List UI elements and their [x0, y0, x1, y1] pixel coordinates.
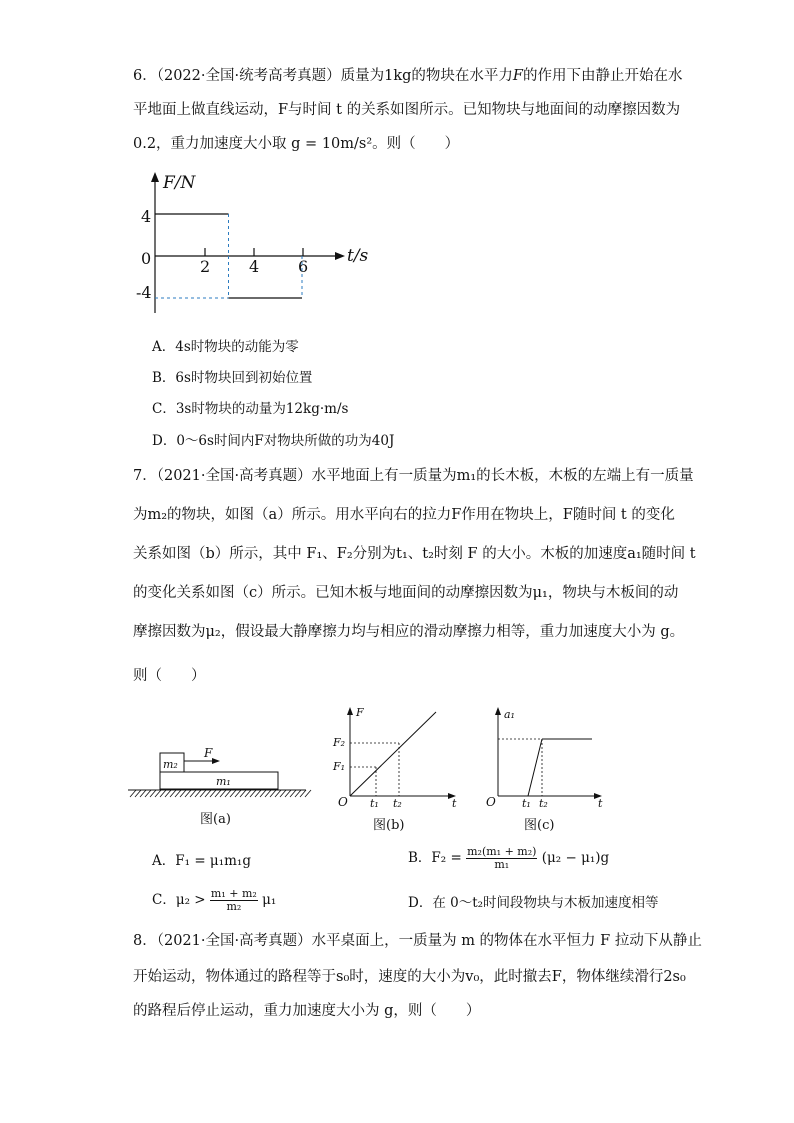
q7-caption-a: 图(a)	[200, 812, 231, 827]
q6-x-axis-arrow	[335, 252, 345, 260]
hatch-mark	[305, 790, 311, 797]
q6-x-label: t/s	[347, 246, 369, 266]
q7-b-t2: t₂	[393, 797, 402, 810]
hatch-mark	[245, 790, 251, 797]
q7-c-xlabel: t	[598, 797, 603, 810]
q7-b-line	[350, 712, 436, 796]
q7-option-b[interactable]: B．F₂ = $\frac{\text{m₂(m₁ + m₂)}}{\text{m₁}}$ (μ₂ − μ₁)g	[408, 845, 610, 871]
q6-text-1b: F	[512, 68, 523, 84]
q7-option-d[interactable]: D．在 0～t₂时间段物块与木板加速度相等	[408, 895, 659, 911]
q7-c-t1: t₁	[522, 797, 531, 810]
hatch-mark	[155, 790, 161, 797]
hatch-mark	[265, 790, 271, 797]
q7-line-5: 摩擦因数为μ₂，假设最大静摩擦力均与相应的滑动摩擦力相等，重力加速度大小为 g。	[133, 624, 685, 640]
q6-xtick-6: 6	[298, 257, 309, 276]
hatch-mark	[205, 790, 211, 797]
q6-option-d[interactable]: D．0～6s时间内F对物块所做的功为40J	[152, 433, 395, 449]
q6-ytick-0: 0	[141, 249, 152, 268]
q6-option-b[interactable]: B．6s时物块回到初始位置	[152, 370, 313, 386]
hatch-mark	[240, 790, 246, 797]
q7-b-F2: F₂	[333, 736, 346, 749]
hatch-mark	[170, 790, 176, 797]
hatch-mark	[230, 790, 236, 797]
q6-y-label: F/N	[163, 173, 196, 193]
hatch-mark	[160, 790, 166, 797]
q6-option-c[interactable]: C．3s时物块的动量为12kg·m/s	[152, 401, 349, 417]
hatch-mark	[285, 790, 291, 797]
q6-y-axis-arrow	[151, 172, 159, 182]
q7-b-xlabel: t	[452, 797, 457, 810]
q7-line-4: 的变化关系如图（c）所示。已知木板与地面间的动摩擦因数为μ₁，物块与木板间的动	[133, 585, 679, 601]
q8-line-1: 8．（2021·全国·高考真题）水平桌面上，一质量为 m 的物体在水平恒力 F 拉动下从静止	[133, 933, 702, 949]
hatch-mark	[195, 790, 201, 797]
hatch-mark	[295, 790, 301, 797]
q8-line-3: 的路程后停止运动，重力加速度大小为 g，则（ ）	[133, 1003, 481, 1019]
hatch-mark	[185, 790, 191, 797]
q7-line-6: 则（ ）	[133, 668, 206, 684]
hatch-mark	[140, 790, 146, 797]
q6-ytick-4: 4	[141, 207, 152, 226]
q7-line-2: 为m₂的物块，如图（a）所示。用水平向右的拉力F作用在物块上，F随时间 t 的变化	[133, 507, 675, 523]
hatch-mark	[300, 790, 306, 797]
hatch-mark	[130, 790, 136, 797]
q7-option-c[interactable]: C．μ₂ > $\frac{\text{m₁ + m₂}}{\text{m₂}}$ μ₁	[152, 887, 277, 913]
q6-force-time-graph	[133, 168, 383, 318]
q6-text-1a: 6．（2022·全国·统考高考真题）质量为1kg的物块在水平力	[133, 68, 513, 84]
q6-xtick-2: 2	[200, 257, 211, 276]
q7-b-t1: t₁	[370, 797, 379, 810]
hatch-mark	[150, 790, 156, 797]
hatch-mark	[210, 790, 216, 797]
hatch-mark	[165, 790, 171, 797]
q6-xtick-4: 4	[249, 257, 260, 276]
hatch-mark	[255, 790, 261, 797]
q7-line-3: 关系如图（b）所示，其中 F₁、F₂分别为t₁、t₂时刻 F 的大小。木板的加速度a₁随时间 t	[133, 546, 696, 562]
hatch-mark	[220, 790, 226, 797]
q7-board-m1-label: m₁	[216, 775, 231, 788]
q7-c-ylabel: a₁	[504, 708, 515, 721]
hatch-mark	[145, 790, 151, 797]
hatch-mark	[215, 790, 221, 797]
q7-caption-b: 图(b)	[373, 818, 405, 833]
hatch-mark	[270, 790, 276, 797]
q7-block-m2-label: m₂	[163, 758, 178, 771]
hatch-mark	[250, 790, 256, 797]
hatch-mark	[235, 790, 241, 797]
q7-b-origin: O	[338, 795, 348, 809]
q7-option-a[interactable]: A．F₁ = μ₁m₁g	[152, 853, 251, 869]
q6-ytick-neg4: -4	[136, 283, 152, 302]
q7-force-label: F	[204, 746, 213, 760]
q7-c-origin: O	[486, 795, 496, 809]
q7-line-1: 7．（2021·全国·高考真题）水平地面上有一质量为m₁的长木板，木板的左端上有一质量	[133, 468, 694, 484]
hatch-mark	[135, 790, 141, 797]
q7-ground-hatch	[130, 790, 311, 797]
q7-c-rise	[528, 739, 542, 796]
q6-line-3: 0.2，重力加速度大小取 g = 10m/s²。则（ ）	[133, 136, 460, 152]
q7-b-F1: F₁	[333, 760, 346, 773]
q8-line-2: 开始运动，物体通过的路程等于s₀时，速度的大小为v₀，此时撤去F，物体继续滑行2s₀	[133, 969, 686, 985]
q7-caption-c: 图(c)	[524, 818, 555, 833]
q7-figure-a	[128, 740, 313, 830]
q7-b-ylabel: F	[356, 706, 364, 719]
q6-option-a[interactable]: A．4s时物块的动能为零	[152, 339, 299, 355]
hatch-mark	[280, 790, 286, 797]
hatch-mark	[225, 790, 231, 797]
hatch-mark	[175, 790, 181, 797]
q6-line-1	[133, 66, 683, 86]
hatch-mark	[290, 790, 296, 797]
hatch-mark	[260, 790, 266, 797]
q6-text-1c: 的作用下由静止开始在水	[522, 68, 683, 84]
hatch-mark	[275, 790, 281, 797]
q7-c-t2: t₂	[539, 797, 548, 810]
q7-figure-c	[478, 703, 618, 833]
q7-figure-b	[330, 703, 470, 833]
q6-line-2: 平地面上做直线运动，F与时间 t 的关系如图所示。已知物块与地面间的动摩擦因数为	[133, 102, 681, 118]
hatch-mark	[190, 790, 196, 797]
hatch-mark	[200, 790, 206, 797]
hatch-mark	[180, 790, 186, 797]
